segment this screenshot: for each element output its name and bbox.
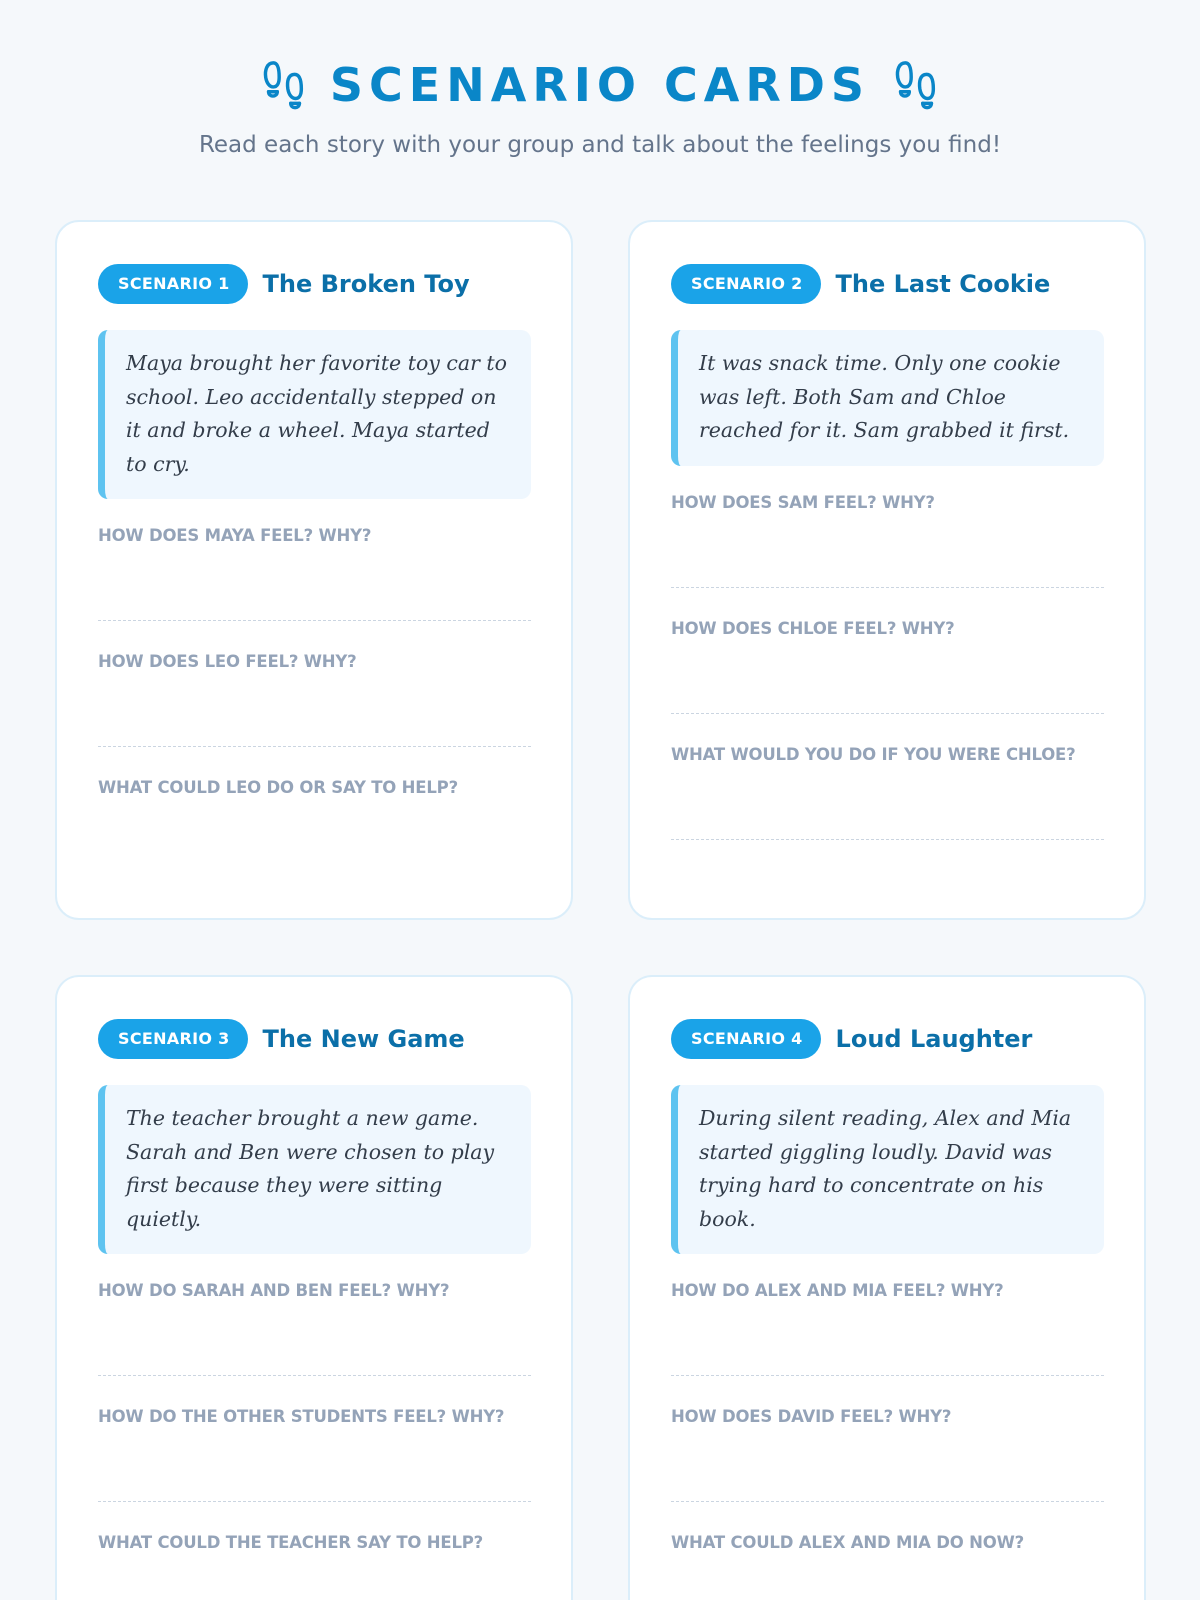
card-header (671, 1019, 1104, 1059)
scenario-badge: SCENARIO 2 (671, 264, 821, 304)
answer-line[interactable] (98, 673, 531, 747)
question-label: HOW DO ALEX AND MIA FEEL? WHY? (671, 1281, 1004, 1300)
scenario-card (55, 975, 573, 1600)
scenario-story: Maya brought her favorite toy car to school. Leo accidentally stepped on it and broke a wheel. Maya started to cry. (98, 330, 531, 499)
page-title: SCENARIO CARDS (329, 58, 871, 112)
scenario-title: The New Game (262, 1025, 465, 1053)
question-label: HOW DOES SAM FEEL? WHY? (671, 492, 935, 512)
scenario-story: During silent reading, Alex and Mia started giggling loudly. David was trying hard to concentrate on his book. (671, 1085, 1104, 1254)
footprints-icon (260, 59, 308, 111)
answer-line[interactable] (671, 514, 1104, 588)
scenario-card (628, 220, 1146, 920)
question-label: WHAT COULD LEO DO OR SAY TO HELP? (98, 778, 458, 797)
card-header (98, 264, 531, 304)
title-row (0, 55, 1200, 115)
question-label: HOW DOES CHLOE FEEL? WHY? (671, 618, 955, 638)
answer-line[interactable] (671, 640, 1104, 714)
question-label: WHAT WOULD YOU DO IF YOU WERE CHLOE? (671, 744, 1076, 764)
answer-line[interactable] (671, 1428, 1104, 1502)
question-label: HOW DO THE OTHER STUDENTS FEEL? WHY? (98, 1407, 505, 1426)
question-label: HOW DOES LEO FEEL? WHY? (98, 652, 357, 671)
scenario-story: It was snack time. Only one cookie was left. Both Sam and Chloe reached for it. Sam grabbed it first. (671, 330, 1104, 466)
card-header (98, 1019, 531, 1059)
scenario-badge: SCENARIO 1 (98, 264, 248, 304)
scenario-badge: SCENARIO 4 (671, 1019, 821, 1059)
question-label: WHAT COULD THE TEACHER SAY TO HELP? (98, 1533, 484, 1552)
footprints-icon (892, 59, 940, 111)
answer-line[interactable] (98, 547, 531, 621)
answer-line[interactable] (671, 1302, 1104, 1376)
scenario-story: The teacher brought a new game. Sarah and Ben were chosen to play first because they were sitting quietly. (98, 1085, 531, 1254)
scenario-title: Loud Laughter (835, 1025, 1033, 1053)
scenario-card (55, 220, 573, 920)
question-label: HOW DOES DAVID FEEL? WHY? (671, 1407, 952, 1426)
question-label: HOW DO SARAH AND BEN FEEL? WHY? (98, 1281, 450, 1300)
card-header (671, 264, 1104, 304)
scenario-card (628, 975, 1146, 1600)
answer-line[interactable] (98, 1428, 531, 1502)
scenario-badge: SCENARIO 3 (98, 1019, 248, 1059)
scenario-title: The Last Cookie (835, 270, 1051, 298)
page-header (0, 0, 1200, 190)
question-label: WHAT COULD ALEX AND MIA DO NOW? (671, 1533, 1024, 1552)
question-label: HOW DOES MAYA FEEL? WHY? (98, 526, 372, 545)
scenario-title: The Broken Toy (262, 270, 470, 298)
page-subtitle: Read each story with your group and talk about the feelings you find! (198, 132, 1002, 158)
answer-line[interactable] (98, 1302, 531, 1376)
answer-line[interactable] (671, 766, 1104, 840)
